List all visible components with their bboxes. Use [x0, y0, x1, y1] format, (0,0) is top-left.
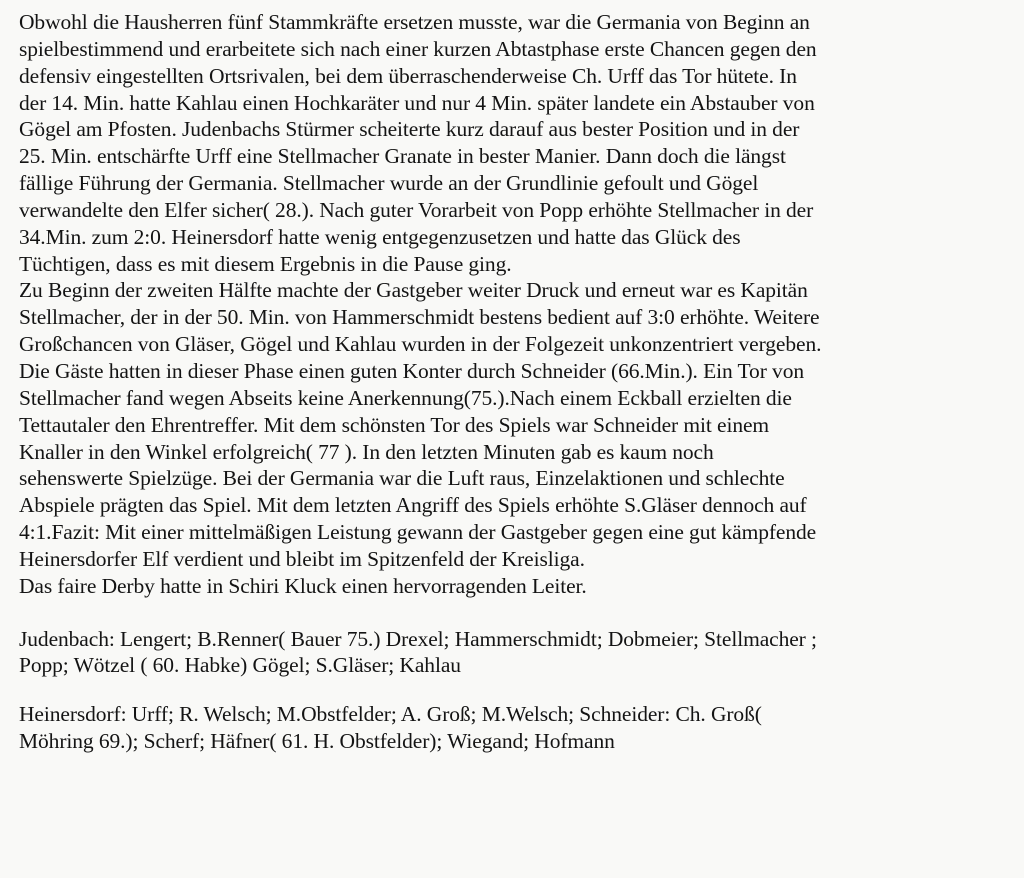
text-line: Das faire Derby hatte in Schiri Kluck einen hervorragenden Leiter. [19, 573, 587, 598]
text-line: sehenswerte Spielzüge. Bei der Germania war die Luft raus, Einzelaktionen und schlechte [19, 466, 785, 491]
text-line: Judenbach: Lengert; B.Renner( Bauer 75.) Drexel; Hammerschmidt; Dobmeier; Stellmacher ; [19, 626, 817, 651]
lineup-judenbach [19, 626, 1019, 680]
text-line: spielbestimmend und erarbeitete sich nach einer kurzen Abtastphase erste Chancen gegen den [19, 36, 817, 61]
text-line: 34.Min. zum 2:0. Heinersdorf hatte wenig entgegenzusetzen und hatte das Glück des [19, 224, 741, 249]
text-line: Popp; Wötzel ( 60. Habke) Gögel; S.Gläser; Kahlau [19, 653, 461, 678]
second-half-paragraph [19, 277, 1019, 572]
text-line: Obwohl die Hausherren fünf Stammkräfte ersetzen musste, war die Germania von Beginn an [19, 10, 810, 34]
text-line: Zu Beginn der zweiten Hälfte machte der Gastgeber weiter Druck und erneut war es Kapitän [19, 278, 808, 303]
spacer [19, 600, 1019, 626]
text-line: fällige Führung der Germania. Stellmacher wurde an der Grundlinie gefoult und Gögel [19, 171, 759, 196]
text-line: Stellmacher, der in der 50. Min. von Hammerschmidt bestens bedient auf 3:0 erhöhte. Weitere [19, 305, 820, 330]
text-line: Großchancen von Gläser, Gögel und Kahlau wurden in der Folgezeit unkonzentriert vergeben. [19, 332, 822, 357]
spacer [19, 679, 1019, 701]
referee-paragraph [19, 573, 1019, 600]
text-line: Abspiele prägten das Spiel. Mit dem letzten Angriff des Spiels erhöhte S.Gläser dennoch auf [19, 493, 807, 518]
text-line: Heinersdorfer Elf verdient und bleibt im Spitzenfeld der Kreisliga. [19, 546, 585, 571]
first-half-paragraph [19, 9, 1019, 277]
text-line: Knaller in den Winkel erfolgreich( 77 ). In den letzten Minuten gab es kaum noch [19, 439, 714, 464]
text-line: Tettautaler den Ehrentreffer. Mit dem schönsten Tor des Spiels war Schneider mit einem [19, 412, 770, 437]
text-line: Möhring 69.); Scherf; Häfner( 61. H. Obstfelder); Wiegand; Hofmann [19, 729, 615, 754]
text-line: Die Gäste hatten in dieser Phase einen guten Konter durch Schneider (66.Min.). Ein Tor von [19, 358, 804, 383]
text-line: Gögel am Pfosten. Judenbachs Stürmer scheiterte kurz darauf aus bester Position und in der [19, 117, 800, 142]
text-line: 25. Min. entschärfte Urff eine Stellmacher Granate in bester Manier. Dann doch die längst [19, 144, 786, 169]
text-line: Tüchtigen, dass es mit diesem Ergebnis in die Pause ging. [19, 251, 512, 276]
text-line: Heinersdorf: Urff; R. Welsch; M.Obstfelder; A. Groß; M.Welsch; Schneider: Ch. Groß( [19, 702, 762, 727]
match-report [19, 9, 1019, 755]
text-line: defensiv eingestellten Ortsrivalen, bei dem überraschenderweise Ch. Urff das Tor hütete. In [19, 63, 797, 88]
text-line: der 14. Min. hatte Kahlau einen Hochkaräter und nur 4 Min. später landete ein Abstauber von [19, 90, 815, 115]
lineup-heinersdorf [19, 701, 1019, 755]
text-line: Stellmacher fand wegen Abseits keine Anerkennung(75.).Nach einem Eckball erzielten die [19, 385, 792, 410]
text-line: 4:1.Fazit: Mit einer mittelmäßigen Leistung gewann der Gastgeber gegen eine gut kämpfende [19, 520, 817, 545]
text-line: verwandelte den Elfer sicher( 28.). Nach guter Vorarbeit von Popp erhöhte Stellmacher in der [19, 197, 814, 222]
